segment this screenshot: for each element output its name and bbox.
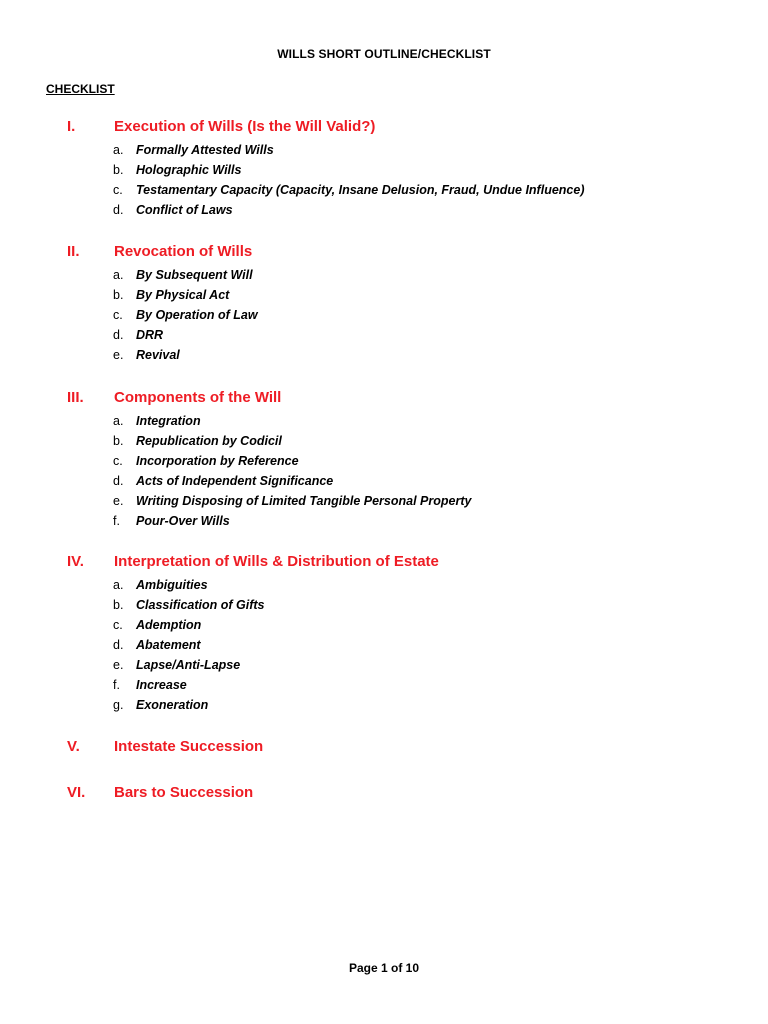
section-numeral: III. <box>67 389 84 406</box>
item-letter: e. <box>113 348 124 362</box>
item-text: Writing Disposing of Limited Tangible Personal Property <box>136 494 472 508</box>
item-letter: e. <box>113 658 124 672</box>
list-item <box>0 265 768 285</box>
section-title: Execution of Wills (Is the Will Valid?) <box>114 118 376 135</box>
section-title: Interpretation of Wills & Distribution of Estate <box>114 553 439 570</box>
document-title: WILLS SHORT OUTLINE/CHECKLIST <box>277 47 491 61</box>
section-title: Components of the Will <box>114 389 282 406</box>
list-item <box>0 411 768 431</box>
item-text: By Operation of Law <box>136 308 258 322</box>
section-item-list <box>0 411 768 531</box>
section-revocation-of-wills <box>0 243 768 365</box>
section-numeral: VI. <box>67 784 86 801</box>
section-numeral: I. <box>67 118 76 135</box>
section-title: Intestate Succession <box>114 738 264 755</box>
section-numeral: II. <box>67 243 80 260</box>
item-text: Lapse/Anti-Lapse <box>136 658 241 672</box>
item-letter: c. <box>113 308 123 322</box>
section-item-list <box>0 575 768 715</box>
list-item <box>0 180 768 200</box>
item-text: Acts of Independent Significance <box>136 474 334 488</box>
item-text: Republication by Codicil <box>136 434 282 448</box>
item-text: Conflict of Laws <box>136 203 233 217</box>
list-item <box>0 431 768 451</box>
section-title: Revocation of Wills <box>114 243 253 260</box>
item-letter: e. <box>113 494 124 508</box>
item-text: Revival <box>136 348 180 362</box>
item-letter: b. <box>113 434 124 448</box>
item-letter: b. <box>113 288 124 302</box>
section-execution-of-wills <box>0 118 768 220</box>
section-interpretation-of-wills <box>0 553 768 715</box>
list-item <box>0 575 768 595</box>
item-text: Formally Attested Wills <box>136 143 274 157</box>
section-intestate-succession <box>0 738 768 760</box>
item-text: Testamentary Capacity (Capacity, Insane Delusion, Fraud, Undue Influence) <box>136 183 585 197</box>
section-components-of-the-will <box>0 389 768 531</box>
item-letter: d. <box>113 474 124 488</box>
item-letter: a. <box>113 268 124 282</box>
item-letter: g. <box>113 698 124 712</box>
list-item <box>0 595 768 615</box>
item-letter: a. <box>113 578 124 592</box>
item-text: By Subsequent Will <box>136 268 253 282</box>
list-item <box>0 615 768 635</box>
section-numeral: V. <box>67 738 80 755</box>
item-letter: d. <box>113 328 124 342</box>
list-item <box>0 695 768 715</box>
list-item <box>0 345 768 365</box>
item-text: Classification of Gifts <box>136 598 265 612</box>
item-text: Abatement <box>136 638 201 652</box>
checklist-heading: CHECKLIST <box>46 82 115 96</box>
list-item <box>0 305 768 325</box>
item-letter: d. <box>113 638 124 652</box>
section-heading <box>0 738 768 760</box>
section-heading <box>0 553 768 575</box>
item-letter: c. <box>113 183 123 197</box>
item-text: Increase <box>136 678 187 692</box>
item-letter: b. <box>113 598 124 612</box>
item-letter: f. <box>113 514 120 528</box>
item-letter: f. <box>113 678 120 692</box>
section-numeral: IV. <box>67 553 84 570</box>
section-heading <box>0 118 768 140</box>
section-item-list <box>0 265 768 365</box>
item-letter: b. <box>113 163 124 177</box>
list-item <box>0 511 768 531</box>
section-bars-to-succession <box>0 784 768 806</box>
item-letter: d. <box>113 203 124 217</box>
item-text: Integration <box>136 414 201 428</box>
section-item-list <box>0 140 768 220</box>
item-text: Pour-Over Wills <box>136 514 230 528</box>
item-text: Exoneration <box>136 698 209 712</box>
list-item <box>0 140 768 160</box>
item-letter: c. <box>113 618 123 632</box>
section-title: Bars to Succession <box>114 784 254 801</box>
list-item <box>0 491 768 511</box>
page-number: Page 1 of 10 <box>348 961 420 975</box>
item-text: Ambiguities <box>136 578 208 592</box>
item-text: DRR <box>136 328 164 342</box>
list-item <box>0 675 768 695</box>
list-item <box>0 655 768 675</box>
section-heading <box>0 389 768 411</box>
item-text: Incorporation by Reference <box>136 454 299 468</box>
list-item <box>0 325 768 345</box>
item-letter: c. <box>113 454 123 468</box>
item-text: Ademption <box>136 618 202 632</box>
item-letter: a. <box>113 414 124 428</box>
list-item <box>0 160 768 180</box>
item-text: Holographic Wills <box>136 163 242 177</box>
list-item <box>0 285 768 305</box>
item-letter: a. <box>113 143 124 157</box>
item-text: By Physical Act <box>136 288 230 302</box>
section-heading <box>0 243 768 265</box>
list-item <box>0 635 768 655</box>
list-item <box>0 471 768 491</box>
list-item <box>0 200 768 220</box>
list-item <box>0 451 768 471</box>
section-heading <box>0 784 768 806</box>
